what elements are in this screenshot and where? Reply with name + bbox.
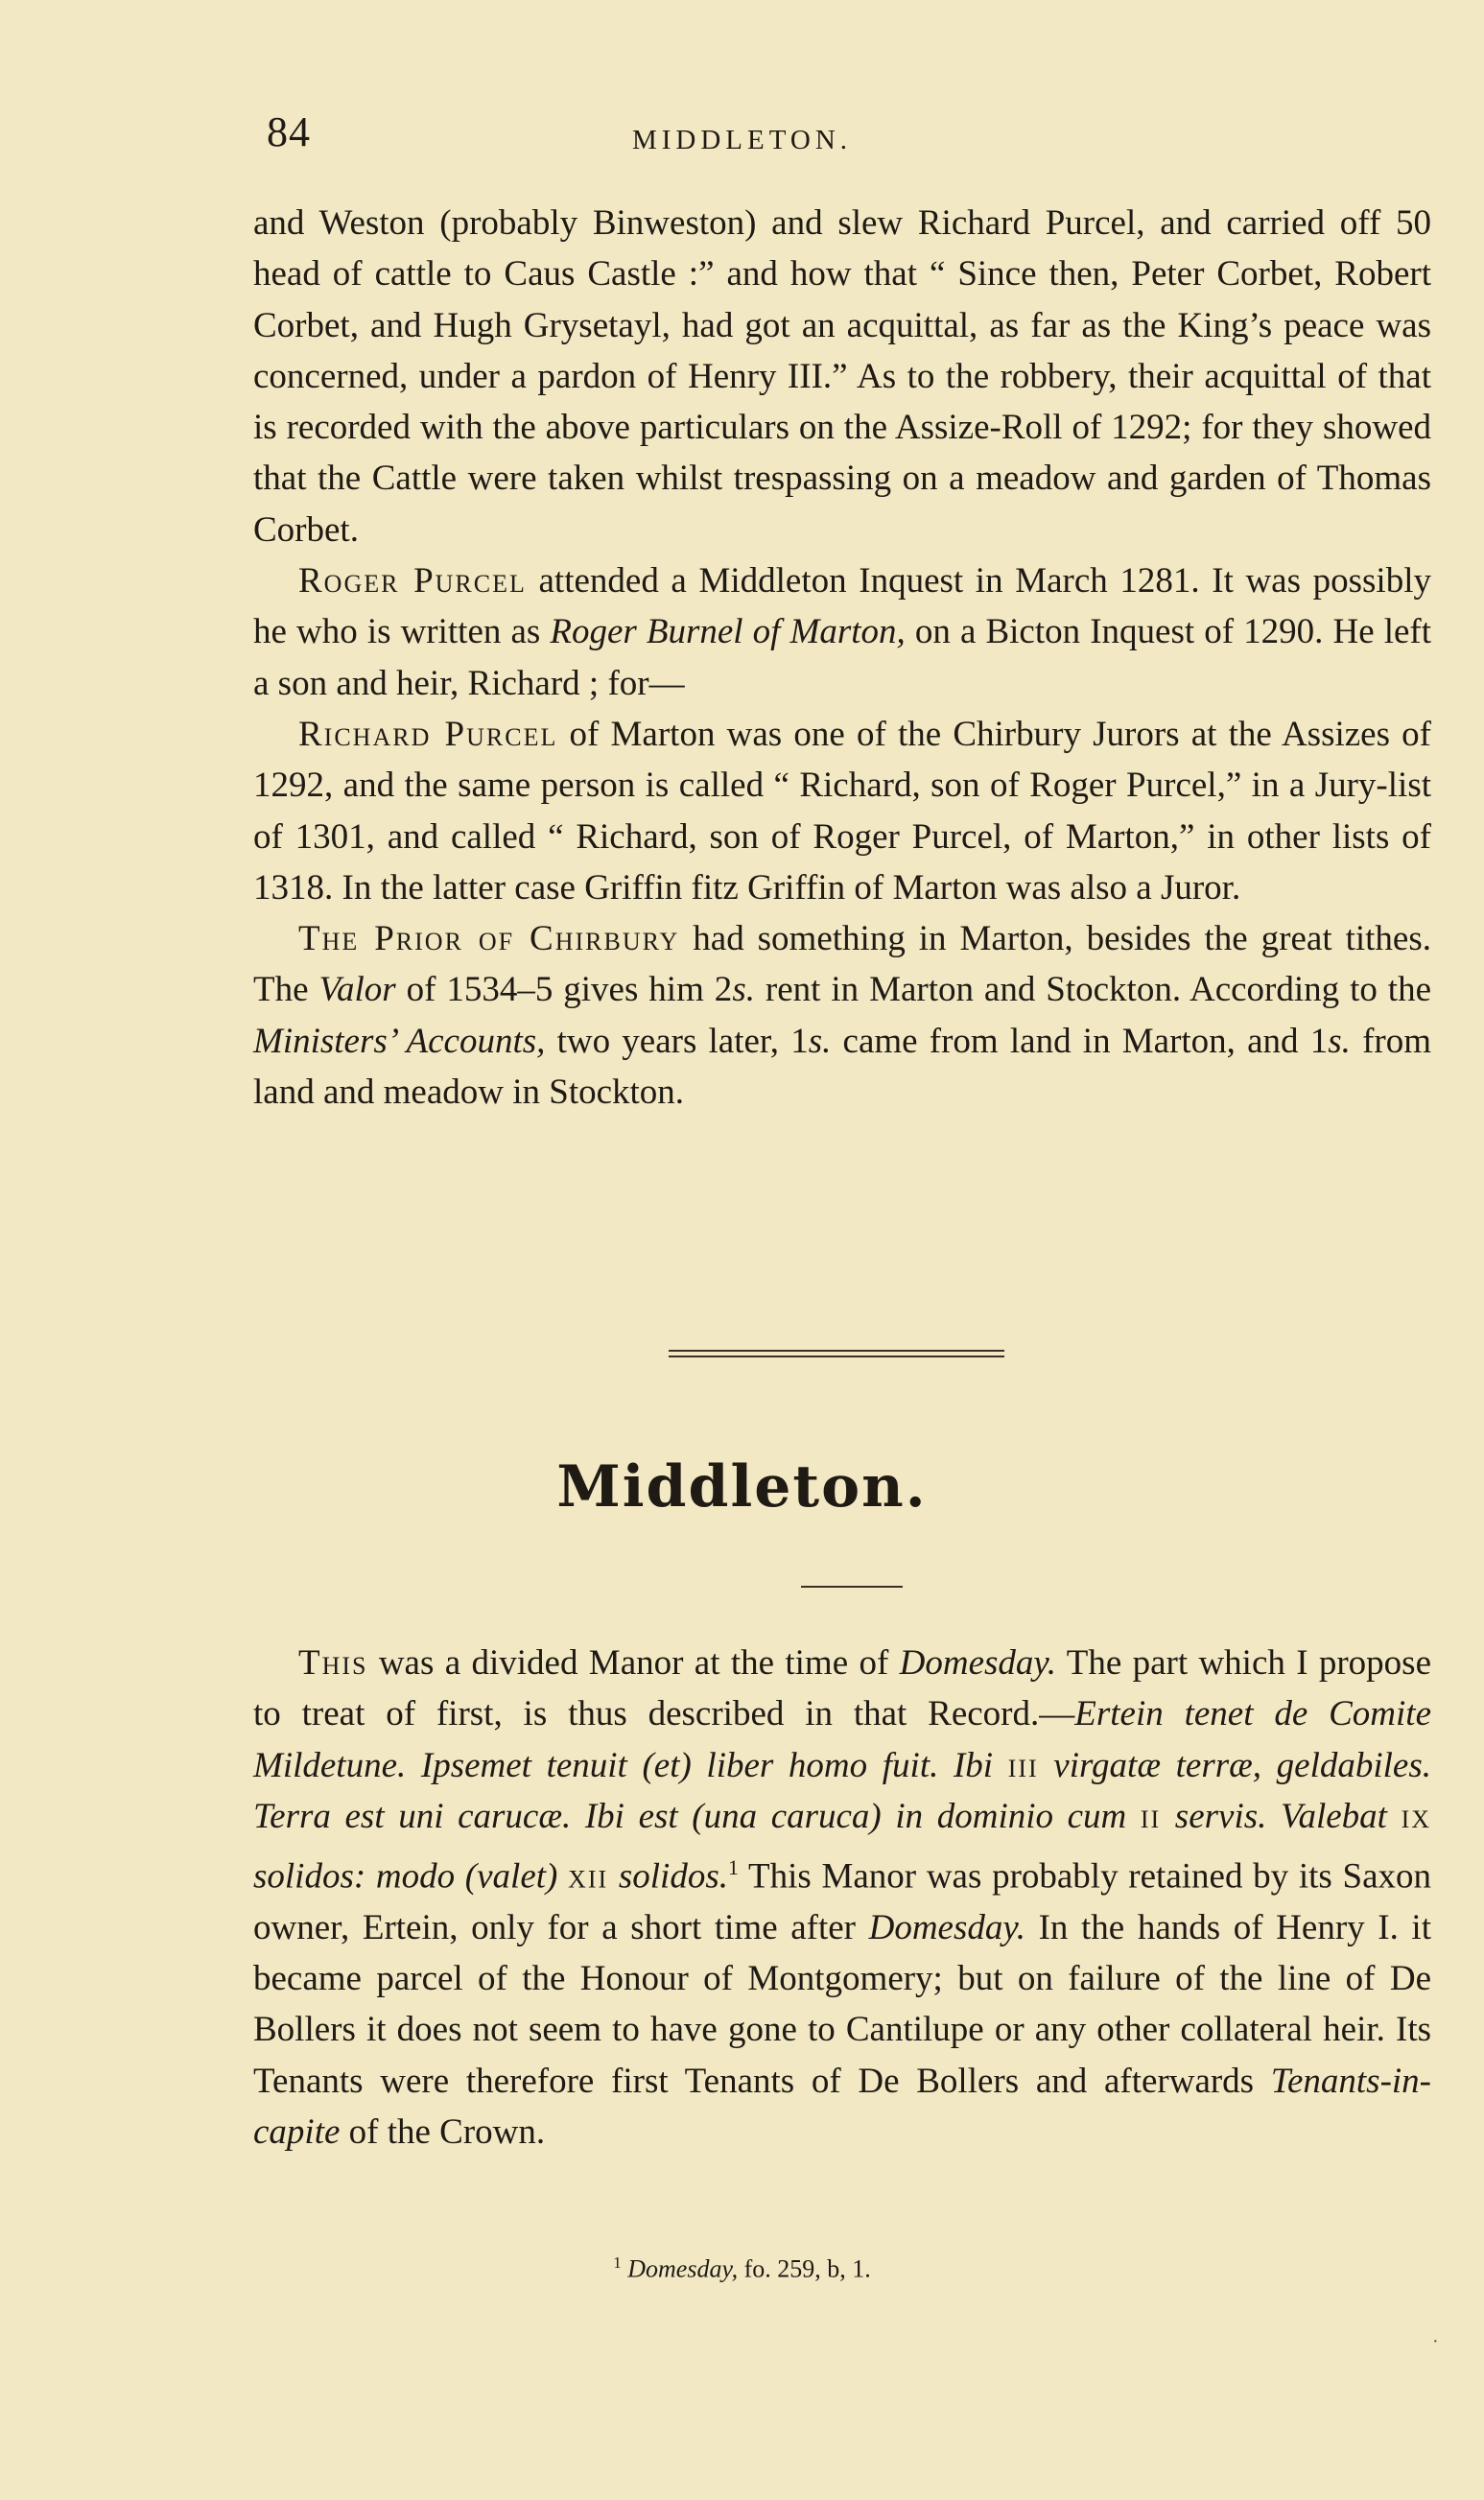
person-name: The Prior of Chirbury xyxy=(298,919,680,959)
title-underline xyxy=(801,1586,903,1588)
paragraph-1: and Weston (probably Binweston) and slew Richard Purcel, and carried off 50 head of cattle to Caus Castle :” and how that “ Since then, Peter Corbet, Robert Corbet, and Hugh Grysetayl, had got an acquittal, as far as the King’s peace was concerned, under a pardon of Henry III.” As to the robbery, their acquittal of that is recorded with the above particulars on the Assize-Roll of 1292; for they showed that the Cattle were taken whilst trespassing on a meadow and garden of Thomas Corbet. xyxy=(253,203,1431,550)
page-number: 84 xyxy=(267,108,311,155)
running-title: MIDDLETON. xyxy=(631,125,853,155)
paragraph-4: The Prior of Chirbury had something in Marton, besides the great tithes. The Valor of 1534–5 gives him 2s. rent in Marton and Stockton. According to the Ministers’ Accounts, two years later, 1s. came from land in Marton, and 1s. from land and meadow in Stockton. xyxy=(253,919,1431,1113)
section-title: Middleton. xyxy=(556,1453,928,1521)
top-text-block xyxy=(253,198,1431,1118)
paragraph-5: This was a divided Manor at the time of Domesday. The part which I propose to treat of first, is thus described in that Record.—Ertein tenet de Comite Mildetune. Ipsemet tenuit (et) liber homo fuit. Ibi iii virgatæ terræ, geldabiles. Terra est uni carucæ. Ibi est (una caruca) in dominio cum ii servis. Valebat ix solidos: modo (valet) xii solidos.$^1$ This Manor was probably retained by its Saxon owner, Ertein, only for a short time after Domesday. In the hands of Henry I. it became parcel of the Honour of Montgomery; but on failure of the line of De Bollers it does not seem to have gone to Cantilupe or any other collateral heir. Its Tenants were therefore first Tenants of De Bollers and afterwards Tenants-in-capite of the Crown. xyxy=(253,1643,1432,2152)
person-name: Roger Purcel xyxy=(298,561,527,601)
page-speck: · xyxy=(1432,2331,1439,2352)
person-name: Richard Purcel xyxy=(298,714,558,754)
latin-quote: Ertein tenet de Comite Mildetune. Ipsemet tenuit (et) liber homo fuit. Ibi iii virgatæ terræ, geldabiles. Terra est uni carucæ. Ibi est (una caruca) in dominio cum ii servis. Valebat ix solidos: modo (valet) xii solidos. xyxy=(253,1694,1432,1897)
footnote: $^1$ Domesday, fo. 259, b, 1. xyxy=(613,2253,871,2283)
paragraph-2: Roger Purcel attended a Middleton Inquest in March 1281. It was possibly he who is written as Roger Burnel of Marton, on a Bicton Inquest of 1290. He left a son and heir, Richard ; for— xyxy=(253,561,1431,703)
footnote-reference[interactable]: 1 xyxy=(727,1855,739,1880)
paragraph-3: Richard Purcel of Marton was one of the Chirbury Jurors at the Assizes of 1292, and the same person is called “ Richard, son of Roger Purcel,” in a Jury-list of 1301, and called “ Richard, son of Roger Purcel, of Marton,” in other lists of 1318. In the latter case Griffin fitz Griffin of Marton was also a Juror. xyxy=(253,714,1432,908)
section-divider-bottom xyxy=(669,1356,1004,1357)
section-divider-top xyxy=(669,1350,1004,1352)
bottom-text-block xyxy=(253,1638,1431,2158)
